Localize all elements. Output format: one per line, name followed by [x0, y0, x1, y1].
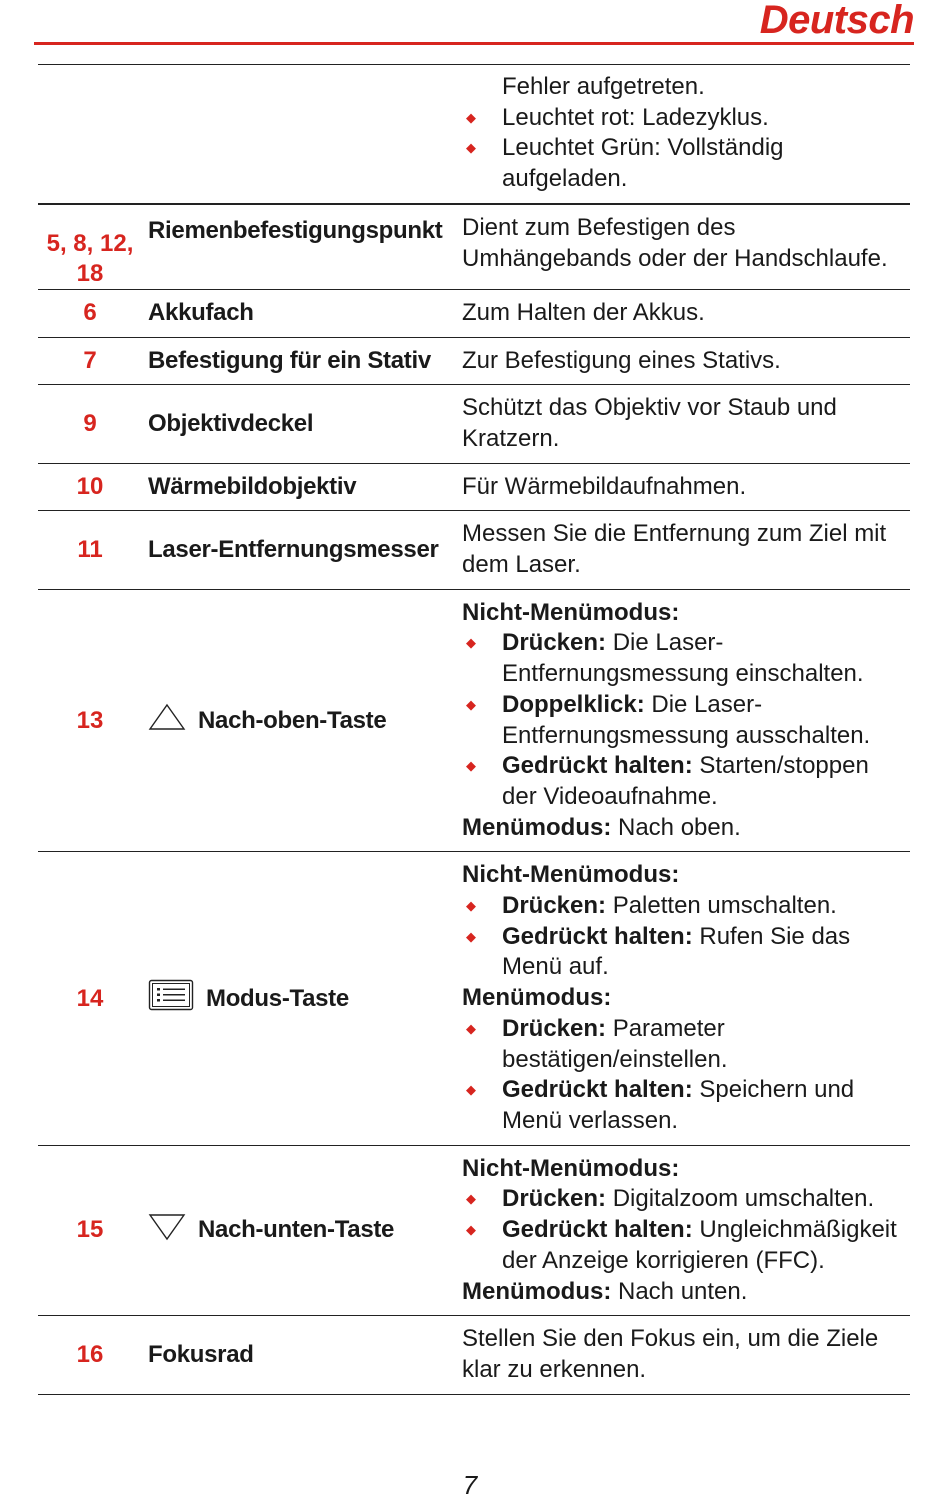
- menu-mode-line: Menümodus: Nach unten.: [462, 1277, 748, 1305]
- item-description: Für Wärmebildaufnahmen.: [462, 472, 747, 500]
- item-name: Nach-unten-Taste: [198, 1216, 395, 1244]
- mode-heading: Nicht-Menümodus:: [462, 598, 680, 626]
- item-number: 7: [83, 346, 97, 374]
- bullet-icon: ◆: [466, 1191, 476, 1207]
- item-description: Dient zum Befestigen des Umhängebands oder der Handschlaufe.: [462, 213, 888, 272]
- table-row-continuation: [38, 64, 910, 203]
- language-heading: Deutsch: [759, 0, 914, 42]
- bullet-icon: ◆: [466, 109, 476, 125]
- table-row-up-key: [38, 589, 910, 852]
- continuation-description: [462, 65, 910, 203]
- list-item: ◆ Gedrückt halten: Starten/stoppen der Videoaufnahme.: [462, 751, 910, 812]
- menu-mode-heading: Menümodus:: [462, 984, 612, 1012]
- item-number: 5, 8, 12, 18: [46, 229, 134, 287]
- item-description: [462, 1146, 910, 1316]
- table-row: [38, 510, 910, 588]
- table-row: [38, 1315, 910, 1394]
- item-description: Zum Halten der Akkus.: [462, 298, 705, 326]
- item-name: Modus-Taste: [206, 984, 349, 1012]
- list-item: ◆ Doppelklick: Die Laser-Entfernungsmessung ausschalten.: [462, 690, 910, 751]
- item-description: Schützt das Objektiv vor Staub und Kratzern.: [462, 394, 837, 452]
- continuation-text: Fehler aufgetreten.: [502, 73, 705, 100]
- mode-heading: Nicht-Menümodus:: [462, 1154, 680, 1182]
- menu-mode-line: Menümodus: Nach oben.: [462, 813, 741, 841]
- bullet-icon: ◆: [466, 898, 476, 914]
- item-number: 11: [77, 536, 103, 564]
- table-row: [38, 384, 910, 462]
- item-number: 6: [83, 299, 97, 327]
- item-name: Fokusrad: [148, 1340, 254, 1368]
- bullet-icon: ◆: [466, 635, 476, 651]
- menu-list-icon: [148, 979, 194, 1018]
- header-rule: [34, 42, 914, 45]
- triangle-up-icon: [148, 703, 186, 738]
- item-description: [462, 590, 910, 852]
- list-item: ◆ Gedrückt halten: Rufen Sie das Menü auf.: [462, 922, 910, 983]
- item-description: Messen Sie die Entfernung zum Ziel mit dem Laser.: [462, 520, 887, 579]
- bullet-icon: ◆: [466, 758, 476, 774]
- item-name: Laser-Entfernungsmesser: [148, 536, 439, 564]
- item-number: 9: [83, 409, 97, 437]
- item-name: Akkufach: [148, 299, 254, 327]
- list-item: ◆ Drücken: Die Laser-Entfernungsmessung einschalten.: [462, 628, 910, 689]
- list-item: ◆ Leuchtet rot: Ladezyklus.: [462, 103, 910, 134]
- item-number: 13: [76, 706, 104, 734]
- item-name: Riemenbefestigungspunkt: [148, 216, 443, 244]
- item-number: 14: [76, 984, 104, 1012]
- parts-table: [38, 64, 910, 1395]
- table-row-mode-key: [38, 851, 910, 1144]
- item-description: Zur Befestigung eines Stativs.: [462, 346, 781, 374]
- bullet-icon: ◆: [466, 140, 476, 156]
- item-name: Befestigung für ein Stativ: [148, 346, 431, 374]
- list-item: ◆ Drücken: Digitalzoom umschalten.: [462, 1184, 910, 1215]
- item-number: 10: [76, 472, 104, 500]
- item-number: 16: [76, 1340, 104, 1368]
- list-item: ◆ Drücken: Parameter bestätigen/einstellen.: [462, 1014, 910, 1075]
- table-row: [38, 203, 910, 289]
- list-item: ◆ Drücken: Paletten umschalten.: [462, 891, 910, 922]
- item-description: Stellen Sie den Fokus ein, um die Ziele klar zu erkennen.: [462, 1325, 879, 1383]
- table-row-down-key: [38, 1145, 910, 1316]
- bullet-icon: ◆: [466, 1222, 476, 1238]
- table-row: [38, 463, 910, 511]
- bullet-icon: ◆: [466, 696, 476, 712]
- bullet-icon: ◆: [466, 1082, 476, 1098]
- triangle-down-icon: [148, 1213, 186, 1248]
- item-number: 15: [76, 1216, 104, 1244]
- bullet-icon: ◆: [466, 1020, 476, 1036]
- list-item: ◆ Leuchtet Grün: Vollständig aufgeladen.: [462, 133, 910, 194]
- page-number: 7: [462, 1470, 478, 1500]
- item-name: Objektivdeckel: [148, 409, 314, 437]
- bullet-icon: ◆: [466, 928, 476, 944]
- item-description: [462, 852, 910, 1144]
- mode-heading: Nicht-Menümodus:: [462, 861, 680, 889]
- table-row: [38, 289, 910, 337]
- item-name: Wärmebildobjektiv: [148, 472, 357, 500]
- table-row: [38, 337, 910, 385]
- list-item: ◆ Gedrückt halten: Speichern und Menü verlassen.: [462, 1075, 910, 1136]
- list-item: ◆ Gedrückt halten: Ungleichmäßigkeit der Anzeige korrigieren (FFC).: [462, 1215, 910, 1276]
- item-name: Nach-oben-Taste: [198, 706, 387, 734]
